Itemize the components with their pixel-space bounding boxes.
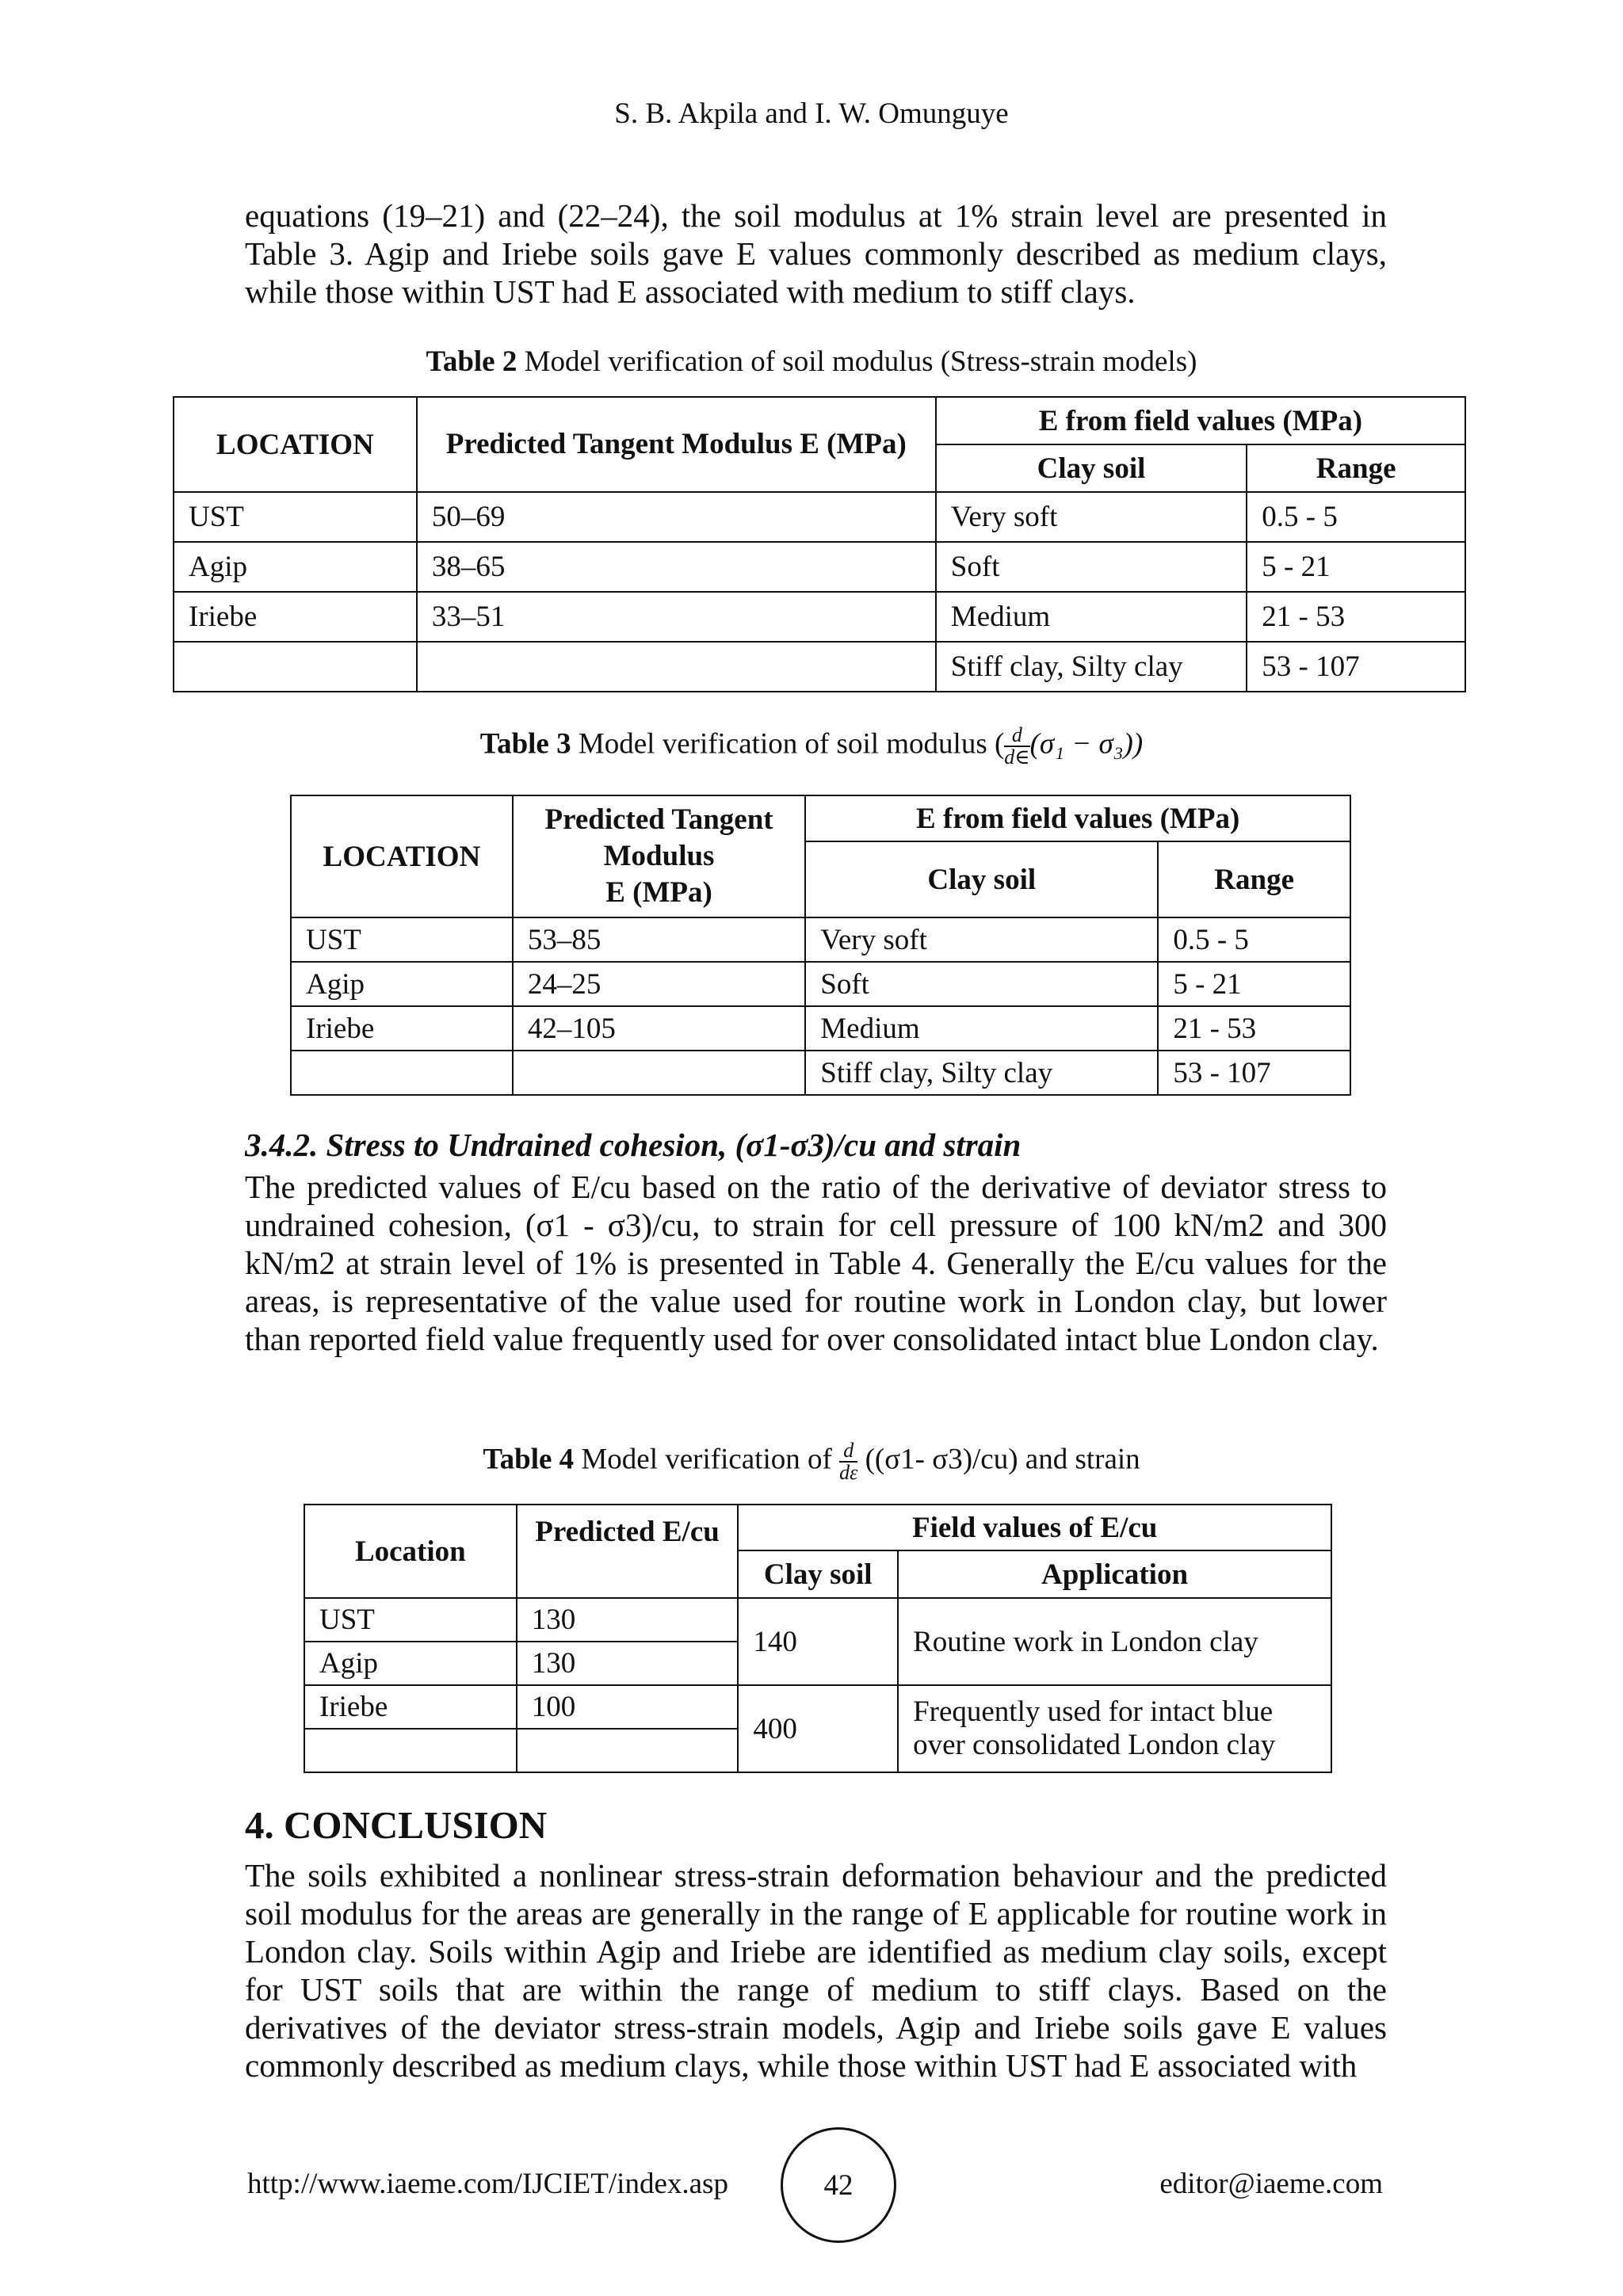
table4-cell: 130 xyxy=(517,1598,739,1642)
table3-cell: UST xyxy=(291,917,513,962)
table2-cell: Agip xyxy=(174,542,417,592)
table-row xyxy=(174,592,1465,642)
table2-cell: 38–65 xyxy=(417,542,936,592)
intro-paragraph: equations (19–21) and (22–24), the soil modulus at 1% strain level are presented in Table 3. Agip and Iriebe soils gave E values commonly described as medium clays, while those within UST had E associated with medium to stiff clays. xyxy=(245,197,1387,310)
table4-header-clay: Clay soil xyxy=(738,1550,898,1598)
table3-header-predicted: Predicted Tangent Modulus E (MPa) xyxy=(513,795,805,917)
table-row xyxy=(291,1051,1350,1095)
table2-header-field: E from field values (MPa) xyxy=(936,397,1465,444)
conclusion-heading: 4. CONCLUSION xyxy=(245,1803,548,1847)
table4-header-location: Location xyxy=(304,1505,517,1598)
table3-cell: Very soft xyxy=(805,917,1158,962)
running-header: S. B. Akpila and I. W. Omunguye xyxy=(614,97,1009,130)
table4-label: Table 4 xyxy=(483,1443,575,1476)
table-row xyxy=(291,917,1350,962)
table4-cell: 100 xyxy=(517,1685,739,1729)
table4 xyxy=(304,1504,1332,1773)
table4-cell: 400 xyxy=(738,1685,898,1772)
table2-header-predicted: Predicted Tangent Modulus E (MPa) xyxy=(417,397,936,492)
derivative-fraction: $\frac{d}{d\varepsilon}$ xyxy=(839,1439,858,1484)
table2-cell: Medium xyxy=(936,592,1247,642)
footer-email-link[interactable]: editor@iaeme.com xyxy=(1159,2168,1383,2200)
table3-formula: (σ₁ − σ₃)) xyxy=(1029,727,1144,761)
table-row xyxy=(291,962,1350,1006)
section-3-4-2-paragraph: The predicted values of E/cu based on the ratio of the derivative of deviator stress to undrained cohesion, (σ1 - σ3)/cu, to strain for cell pressure of 100 kN/m2 and 300 kN/m2 at strain level of 1% is presented in Table 4. Generally the E/cu values for the areas, is representative of the value used for routine work in London clay, but lower than reported field value frequently used for over consolidated intact blue London clay. xyxy=(245,1169,1387,1357)
table4-cell: UST xyxy=(304,1598,517,1642)
table3-cell: Agip xyxy=(291,962,513,1006)
table3-cell: Soft xyxy=(805,962,1158,1006)
table2-cell: Soft xyxy=(936,542,1247,592)
table3-cell: 42–105 xyxy=(513,1006,805,1051)
table3-label: Table 3 xyxy=(479,727,571,761)
table4-cell: Iriebe xyxy=(304,1685,517,1729)
table-row xyxy=(304,1685,1331,1729)
table2-cell: 53 - 107 xyxy=(1247,642,1465,692)
table4-cell: 140 xyxy=(738,1598,898,1685)
table2-caption xyxy=(0,345,1623,379)
table4-caption-post: ((σ1- σ3)/cu) and strain xyxy=(865,1443,1140,1476)
table3-cell: Stiff clay, Silty clay xyxy=(805,1051,1158,1095)
table-row xyxy=(291,1006,1350,1051)
table4-header-application: Application xyxy=(898,1550,1331,1598)
table4-cell: Frequently used for intact blue over consolidated London clay xyxy=(898,1685,1331,1772)
table3-cell: 53–85 xyxy=(513,917,805,962)
table2-cell: UST xyxy=(174,492,417,542)
section-3-4-2-title: 3.4.2. Stress to Undrained cohesion, (σ1-σ3)/cu and strain xyxy=(245,1127,1022,1163)
table4-header-field: Field values of E/cu xyxy=(738,1505,1331,1550)
table2-cell: 5 - 21 xyxy=(1247,542,1465,592)
table3-header-range: Range xyxy=(1158,841,1350,917)
table3-caption xyxy=(0,725,1623,768)
table-row xyxy=(174,642,1465,692)
table4-header-predicted: Predicted E/cu xyxy=(517,1505,739,1598)
table3-cell: 0.5 - 5 xyxy=(1158,917,1350,962)
table4-caption xyxy=(0,1440,1623,1483)
table4-cell: 130 xyxy=(517,1642,739,1685)
table3-header-location: LOCATION xyxy=(291,795,513,917)
table3-cell: Medium xyxy=(805,1006,1158,1051)
table3-cell xyxy=(513,1051,805,1095)
table3-cell: 5 - 21 xyxy=(1158,962,1350,1006)
table4-cell xyxy=(304,1729,517,1772)
footer-url-link[interactable]: http://www.iaeme.com/IJCIET/index.asp xyxy=(247,2168,728,2200)
table4-cell: Routine work in London clay xyxy=(898,1598,1331,1685)
table2-cell: 21 - 53 xyxy=(1247,592,1465,642)
table2-cell xyxy=(174,642,417,692)
table2-header-location: LOCATION xyxy=(174,397,417,492)
page-number: 42 xyxy=(781,2127,896,2243)
table2-header-clay: Clay soil xyxy=(936,444,1247,492)
table2-cell: Very soft xyxy=(936,492,1247,542)
derivative-fraction: $\frac{d}{d\in}$ xyxy=(1004,723,1030,769)
conclusion-paragraph: The soils exhibited a nonlinear stress-strain deformation behaviour and the predicted soil modulus for the areas are generally in the range of E applicable for routine work in London clay. Soils within Agip and Iriebe are identified as medium clay soils, except for UST soils that are within the range of medium to stiff clays. Based on the derivatives of the deviator stress-strain models, Agip and Iriebe soils gave E values commonly described as medium clays, while those within UST had E associated with xyxy=(245,1857,1387,2084)
table3-header-field: E from field values (MPa) xyxy=(805,795,1350,841)
table2-cell xyxy=(417,642,936,692)
table-row xyxy=(174,542,1465,592)
table2-caption-text: Model verification of soil modulus (Stress-strain models) xyxy=(524,345,1197,378)
table3-cell: 53 - 107 xyxy=(1158,1051,1350,1095)
table2-label: Table 2 xyxy=(426,345,517,378)
table2-cell: Iriebe xyxy=(174,592,417,642)
table-row xyxy=(304,1598,1331,1642)
table4-cell: Agip xyxy=(304,1642,517,1685)
table3-cell: 21 - 53 xyxy=(1158,1006,1350,1051)
table2-cell: Stiff clay, Silty clay xyxy=(936,642,1247,692)
table3 xyxy=(290,795,1351,1096)
table3-caption-text: Model verification of soil modulus ( xyxy=(578,727,1005,761)
table4-cell xyxy=(517,1729,739,1772)
table2-cell: 33–51 xyxy=(417,592,936,642)
table3-cell xyxy=(291,1051,513,1095)
table4-caption-pre: Model verification of xyxy=(581,1443,832,1476)
table2-header-range: Range xyxy=(1247,444,1465,492)
table2-cell: 0.5 - 5 xyxy=(1247,492,1465,542)
table3-header-clay: Clay soil xyxy=(805,841,1158,917)
table2-cell: 50–69 xyxy=(417,492,936,542)
table3-cell: 24–25 xyxy=(513,962,805,1006)
table-row xyxy=(174,492,1465,542)
table2 xyxy=(173,396,1466,692)
table3-cell: Iriebe xyxy=(291,1006,513,1051)
